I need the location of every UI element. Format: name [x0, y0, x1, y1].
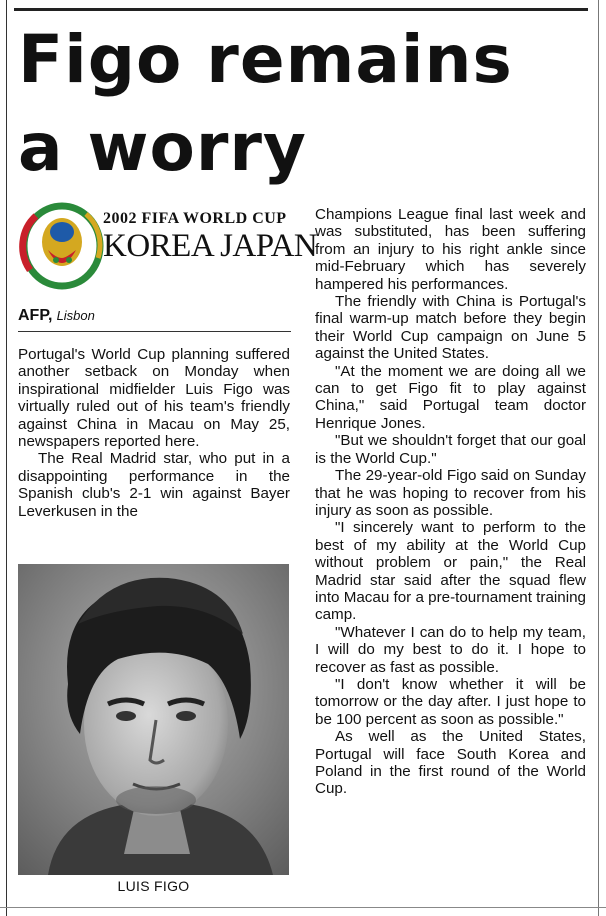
logo-tagline: 2002 FIFA WORLD CUP [103, 210, 287, 227]
article-paragraph: "At the moment we are doing all we can to get Figo fit to play against China," said Portugal team doctor Henrique Jones. [315, 362, 586, 432]
top-border-rule [14, 8, 588, 11]
headline-line-1: Figo remains [18, 21, 513, 98]
right-border-rule [598, 0, 599, 916]
article-paragraph: Portugal's World Cup planning suffered another setback on Monday when inspirational midfielder Luis Figo was virtually ruled out of his team's friendly against China in Macau on May 25, newspapers reported here. [18, 346, 290, 451]
article-paragraph: As well as the United States, Portugal will face South Korea and Poland in the first round of the World Cup. [315, 728, 586, 798]
bottom-border-rule [0, 907, 606, 908]
logo-wordmark: KOREA JAPAN [103, 228, 318, 264]
article-paragraph: The friendly with China is Portugal's final warm-up match before they begin their World Cup campaign on June 5 against the United States. [315, 293, 586, 363]
article-paragraph: "I don't know whether it will be tomorrow or the day after. I just hope to be 100 percent as soon as possible." [315, 675, 586, 728]
byline-agency: AFP, [18, 307, 53, 324]
article-paragraph: The Real Madrid star, who put in a disappointing performance in the Spanish club's 2-1 win against Bayer Leverkusen in the [18, 450, 290, 520]
byline-place: Lisbon [56, 308, 95, 323]
article-column-right [315, 206, 586, 798]
article-paragraph: The 29-year-old Figo said on Sunday that he was hoping to recover from his injury as soon as possible. [315, 467, 586, 519]
article-paragraph: Champions League final last week and was substituted, has been suffering from an injury to his right ankle since mid-February which has severely hampered his performances. [315, 206, 586, 293]
byline-rule [18, 331, 291, 332]
article-paragraph: "But we shouldn't forget that our goal is the World Cup." [315, 432, 586, 467]
player-photo [18, 564, 289, 875]
article-column-left [18, 346, 290, 520]
left-border-rule [6, 0, 7, 916]
world-cup-emblem-icon [23, 206, 100, 286]
portrait-image [18, 564, 289, 875]
article-paragraph: "I sincerely want to perform to the best of my ability at the World Cup without problem or pain," the Real Madrid star said after the squad flew into Macau for a pre-tournament training camp. [315, 519, 586, 624]
byline [18, 307, 95, 325]
photo-caption: LUIS FIGO [117, 878, 190, 894]
headline-line-2: a worry [18, 109, 307, 186]
headline [18, 16, 593, 192]
article-paragraph: "Whatever I can do to help my team, I will do my best to do it. I hope to recover as fast as possible. [315, 623, 586, 676]
